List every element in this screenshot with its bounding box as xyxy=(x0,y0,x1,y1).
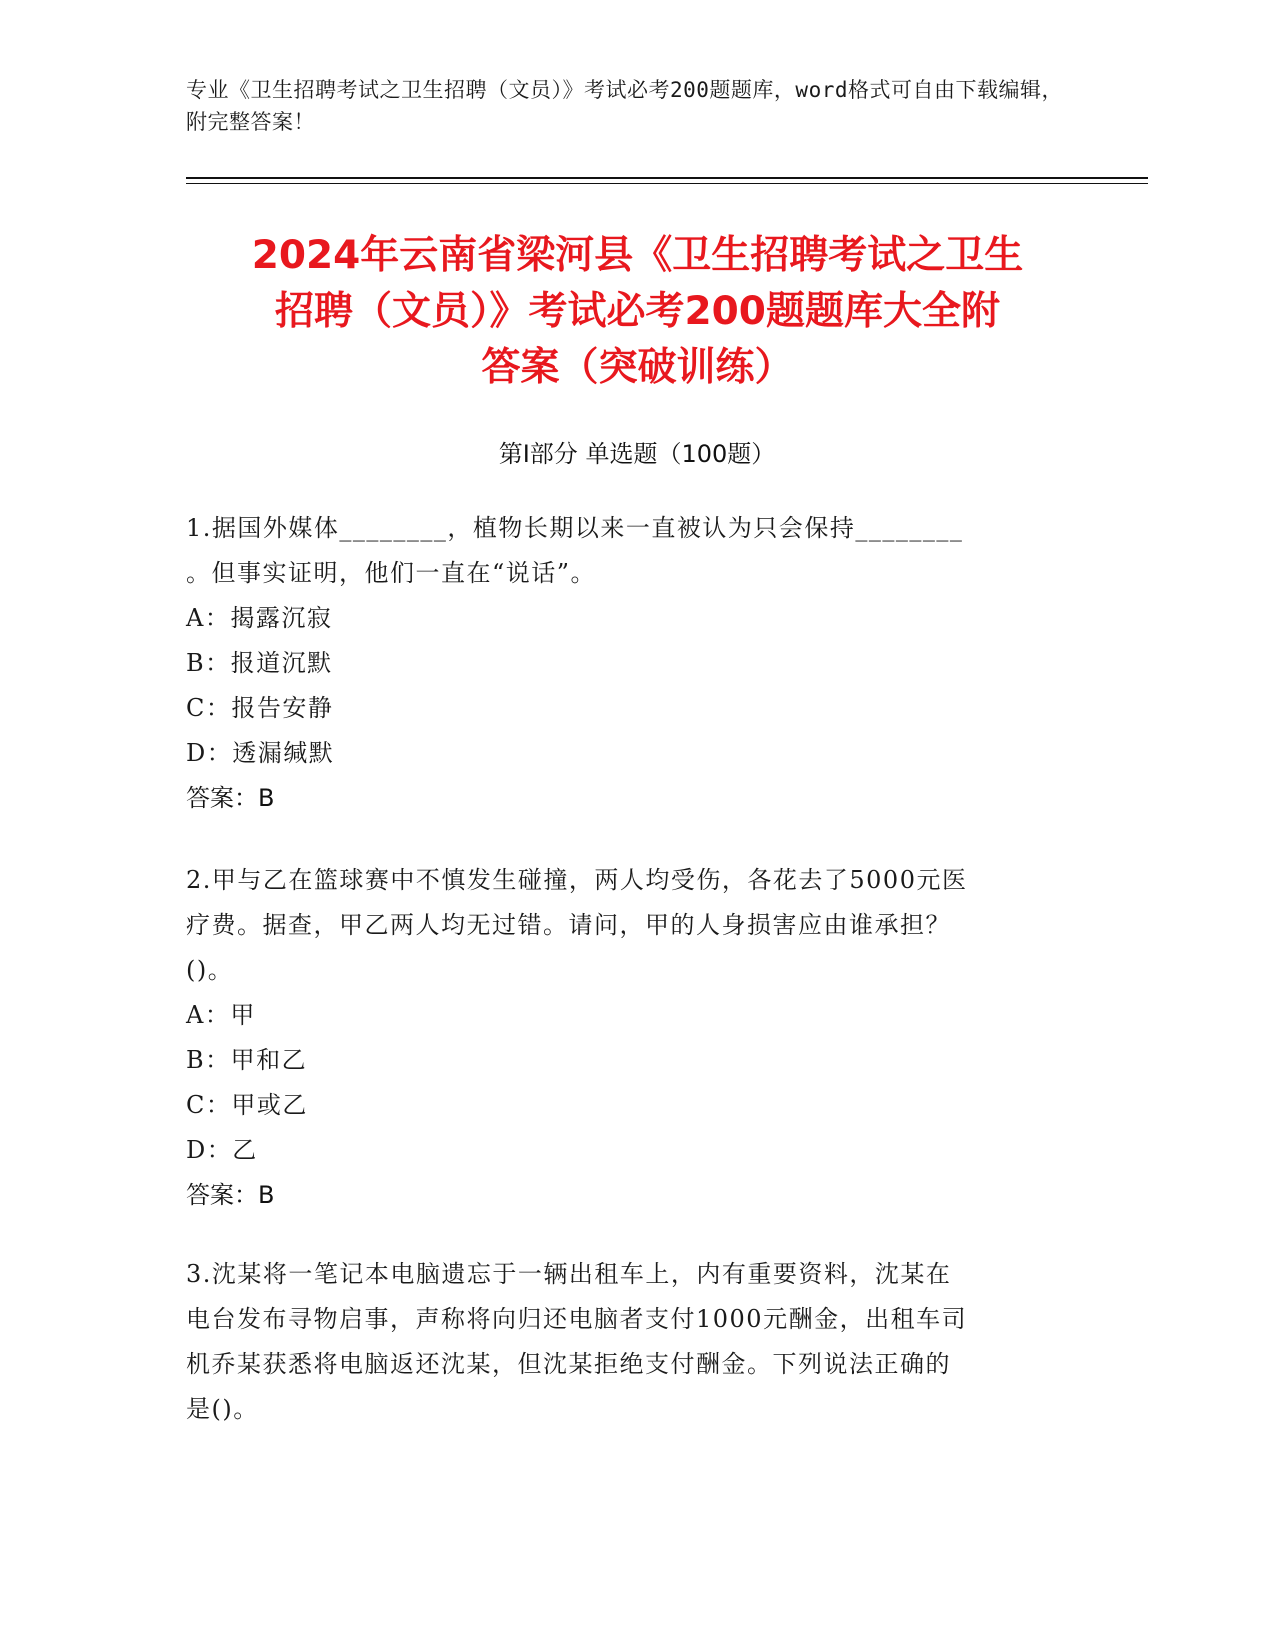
answer-line: 答案：B xyxy=(186,1181,275,1209)
question-stem-line: 疗费。据查，甲乙两人均无过错。请问，甲的人身损害应由谁承担？ xyxy=(186,911,951,939)
title-line-1: 2024年云南省梁河县《卫生招聘考试之卫生 xyxy=(251,233,1024,278)
question-stem-line: 。但事实证明，他们一直在“说话”。 xyxy=(186,559,597,587)
document-title xyxy=(160,228,1115,396)
option-c: C：报告安静 xyxy=(186,694,334,722)
question-3 xyxy=(186,1252,1066,1432)
title-line-2: 招聘（文员）》考试必考200题题库大全附 xyxy=(275,289,1000,334)
option-d: D：乙 xyxy=(186,1136,258,1164)
answer-line: 答案：B xyxy=(186,784,275,812)
question-1 xyxy=(186,506,1066,821)
option-b: B：甲和乙 xyxy=(186,1046,308,1074)
option-d: D：透漏缄默 xyxy=(186,739,335,767)
header-divider-thick xyxy=(186,177,1148,179)
option-c: C：甲或乙 xyxy=(186,1091,308,1119)
question-stem-line: 1.据国外媒体________，植物长期以来一直被认为只会保持________ xyxy=(186,514,964,542)
question-stem-line: 是()。 xyxy=(186,1395,259,1423)
question-stem-line: 机乔某获悉将电脑返还沈某，但沈某拒绝支付酬金。下列说法正确的 xyxy=(186,1350,951,1378)
header-note: 专业《卫生招聘考试之卫生招聘（文员）》考试必考200题题库，word格式可自由下载编辑，附完整答案！ xyxy=(186,78,1063,134)
option-a: A：揭露沉寂 xyxy=(186,604,333,632)
question-stem-line: ()。 xyxy=(186,956,234,984)
option-a: A：甲 xyxy=(186,1001,256,1029)
option-b: B：报道沉默 xyxy=(186,649,333,677)
question-2 xyxy=(186,858,1066,1218)
question-stem-line: 2.甲与乙在篮球赛中不慎发生碰撞，两人均受伤，各花去了5000元医 xyxy=(186,866,968,894)
title-line-3: 答案（突破训练） xyxy=(481,345,794,390)
question-stem-line: 3.沈某将一笔记本电脑遗忘于一辆出租车上，内有重要资料，沈某在 xyxy=(186,1260,952,1288)
question-stem-line: 电台发布寻物启事，声称将向归还电脑者支付1000元酬金，出租车司 xyxy=(186,1305,968,1333)
section-title: 第Ⅰ部分 单选题（100题） xyxy=(498,440,776,468)
header-divider-thin xyxy=(186,183,1148,184)
